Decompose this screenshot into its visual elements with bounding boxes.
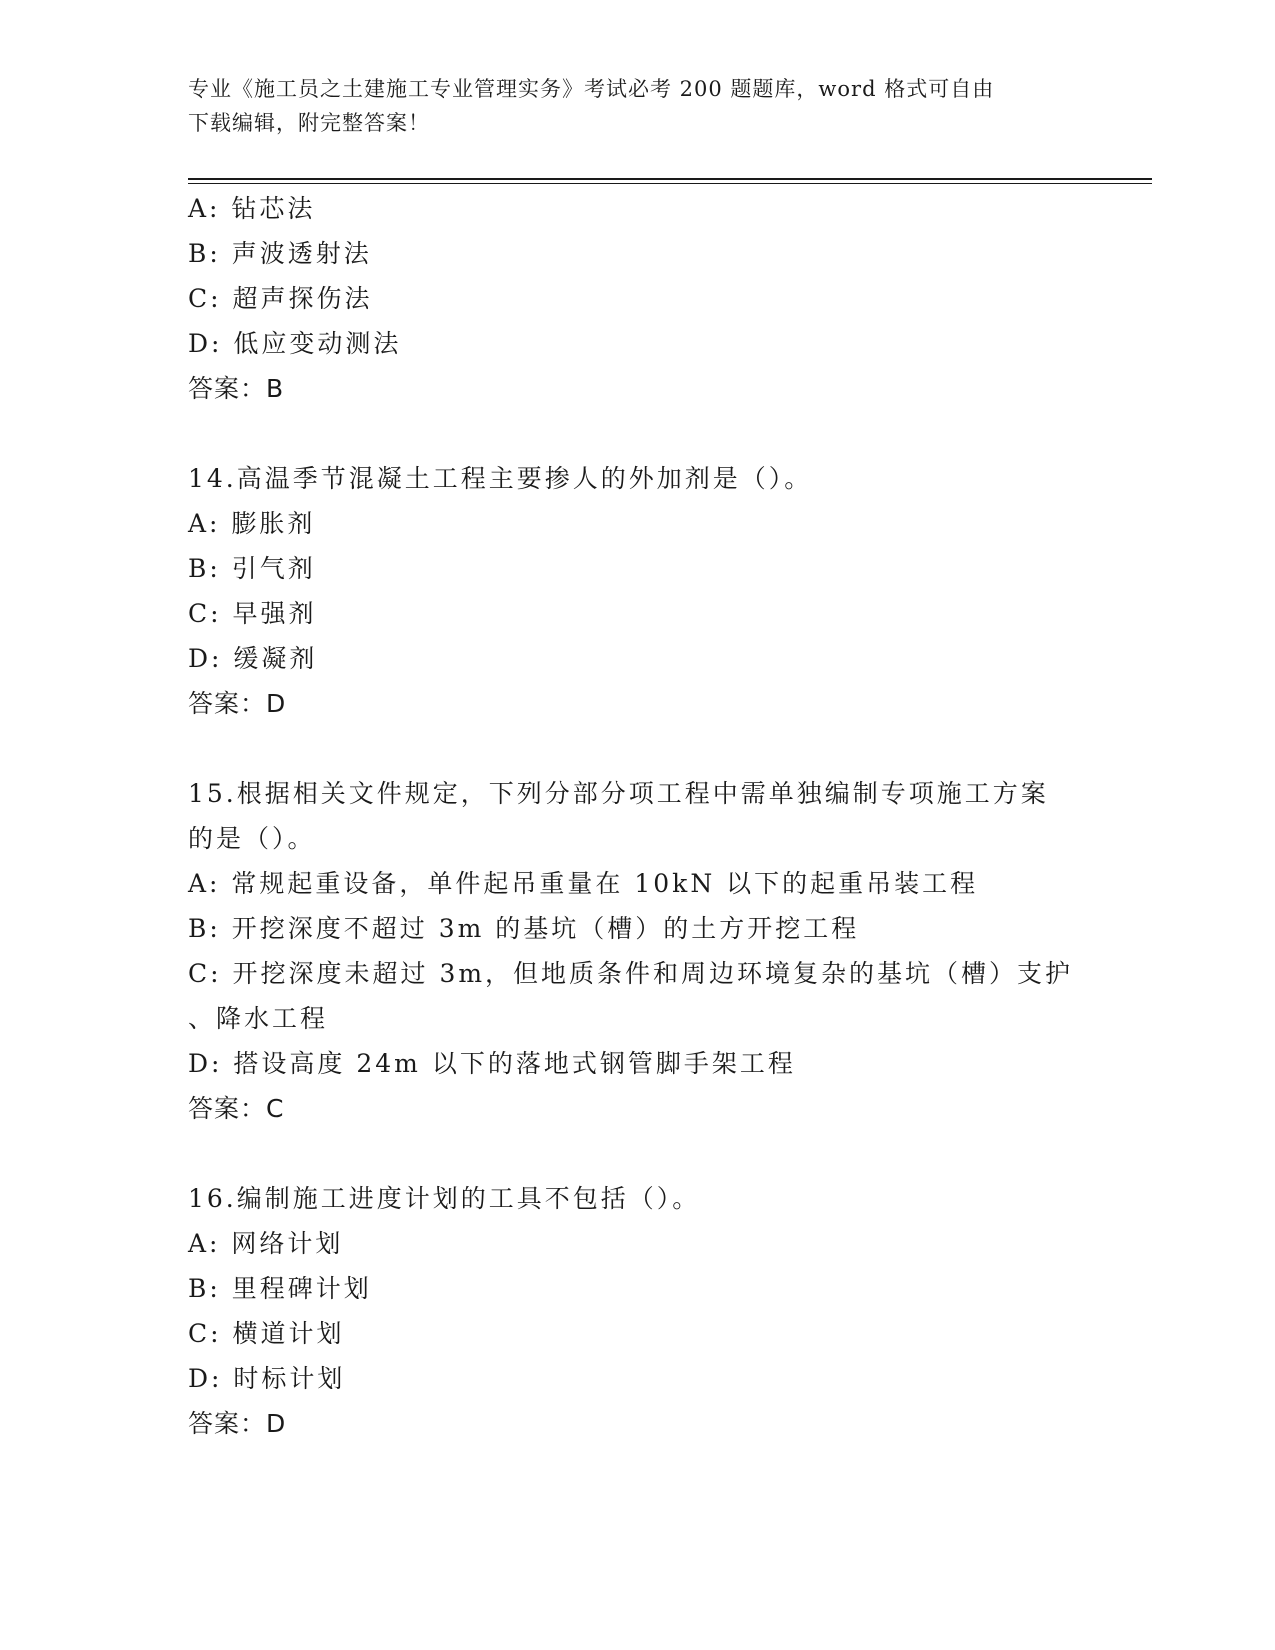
q16-option-c: C: 横道计划 — [188, 1319, 345, 1348]
q15-option-d: D: 搭设高度 24m 以下的落地式钢管脚手架工程 — [188, 1049, 796, 1078]
q14-answer: 答案：D — [188, 689, 287, 718]
document-header — [188, 72, 1068, 140]
header-title-line-2: 下载编辑，附完整答案！ — [188, 111, 430, 135]
q14-option-a: A: 膨胀剂 — [188, 509, 316, 538]
q15-option-b: B: 开挖深度不超过 3m 的基坑（槽）的土方开挖工程 — [188, 914, 860, 943]
q15-option-c: C: 开挖深度未超过 3m，但地质条件和周边环境复杂的基坑（槽）支护 — [188, 959, 1074, 988]
q15-stem-line-1: 15.根据相关文件规定，下列分部分项工程中需单独编制专项施工方案 — [188, 779, 1049, 808]
header-title-line-1: 专业《施工员之土建施工专业管理实务》考试必考 200 题题库，word 格式可自由 — [188, 77, 995, 101]
q14-option-b: B: 引气剂 — [188, 554, 316, 583]
q16-stem: 16.编制施工进度计划的工具不包括（）。 — [188, 1184, 701, 1213]
header-divider-thin — [188, 183, 1152, 184]
q15-stem-line-2: 的是（）。 — [188, 824, 316, 853]
q16-option-a: A: 网络计划 — [188, 1229, 344, 1258]
header-divider-thick — [188, 178, 1152, 180]
q13-option-a: A: 钻芯法 — [188, 194, 316, 223]
q13-option-d: D: 低应变动测法 — [188, 329, 402, 358]
q16-option-d: D: 时标计划 — [188, 1364, 346, 1393]
q16-answer: 答案：D — [188, 1409, 287, 1438]
q14-stem: 14.高温季节混凝土工程主要掺人的外加剂是（）。 — [188, 464, 813, 493]
q15-option-a: A: 常规起重设备，单件起吊重量在 10kN 以下的起重吊装工程 — [188, 869, 979, 898]
q15-option-c-continued: 、降水工程 — [188, 1004, 329, 1033]
q16-option-b: B: 里程碑计划 — [188, 1274, 372, 1303]
q14-option-d: D: 缓凝剂 — [188, 644, 318, 673]
q13-option-c: C: 超声探伤法 — [188, 284, 373, 313]
q14-option-c: C: 早强剂 — [188, 599, 317, 628]
q15-answer: 答案：C — [188, 1094, 285, 1123]
q13-option-b: B: 声波透射法 — [188, 239, 372, 268]
q13-answer: 答案：B — [188, 374, 285, 403]
